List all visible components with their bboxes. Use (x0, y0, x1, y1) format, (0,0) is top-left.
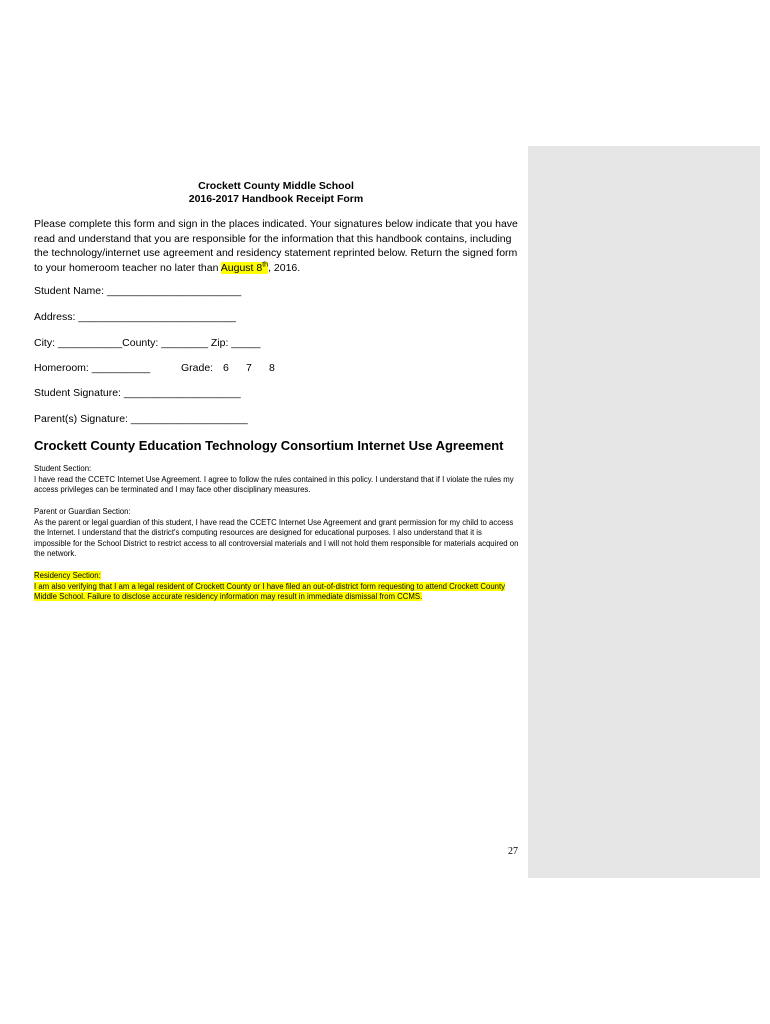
grade-option-7[interactable]: 7 (246, 362, 252, 374)
intro-paragraph (34, 217, 518, 275)
page-number: 27 (508, 846, 518, 857)
address-field[interactable]: Address: ___________________________ (34, 311, 237, 323)
school-name: Crockett County Middle School (198, 180, 354, 192)
student-name-field[interactable]: Student Name: _______________________ (34, 285, 242, 297)
homeroom-field[interactable]: Homeroom: __________ (34, 362, 151, 374)
residency-section (34, 571, 520, 603)
parent-section (34, 507, 520, 560)
comment-pane (528, 146, 760, 878)
student-section-text: I have read the CCETC Internet Use Agreement. I agree to follow the rules contained in this policy. I understand that if I violate the rules my access privileges can be terminated and I may face other disciplinary measures. (34, 474, 514, 495)
grade-option-8[interactable]: 8 (269, 362, 275, 374)
due-date: August 8 (220, 261, 263, 274)
city-county-zip-field[interactable]: City: ___________County: ________ Zip: _____ (34, 337, 261, 349)
grade-label: Grade: (181, 362, 214, 374)
agreement-heading: Crockett County Education Technology Consortium Internet Use Agreement (34, 438, 504, 453)
form-title: 2016-2017 Handbook Receipt Form (188, 193, 364, 205)
grade-option-6[interactable]: 6 (223, 362, 229, 374)
due-date-suffix: th (262, 261, 269, 269)
parent-section-title: Parent or Guardian Section: (34, 507, 131, 516)
due-date-highlight (221, 262, 268, 274)
residency-section-text: I am also verifying that I am a legal resident of Crockett County or I have filed an out-of-district form requesting to attend Crockett County Middle School. Failure to disclose accurate residency information may result in immediate dismissal from CCMS. (34, 581, 506, 602)
student-section-title: Student Section: (34, 464, 92, 473)
parent-signature-field[interactable]: Parent(s) Signature: ____________________ (34, 413, 248, 425)
residency-section-title: Residency Section: (34, 571, 101, 580)
parent-section-text: As the parent or legal guardian of this student, I have read the CCETC Internet Use Agreement and grant permission for my child to access the Internet. I understand that the district's computing resources are designed for educational purposes. I also understand that it is impossible for the School District to restrict access to all controversial materials and I will not hold them responsible for materials acquired on the network. (34, 517, 519, 559)
student-section (34, 464, 520, 496)
intro-year: , 2016. (268, 261, 301, 274)
student-signature-field[interactable]: Student Signature: ____________________ (34, 387, 241, 399)
form-header (34, 180, 518, 206)
intro-text: Please complete this form and sign in the places indicated. Your signatures below indicate that you have read and understand that you are responsible for the information that this handbook contains, including the technology/internet use agreement and residency statement reprinted below. Return the signed form to your homeroom teacher no later than (34, 218, 518, 274)
